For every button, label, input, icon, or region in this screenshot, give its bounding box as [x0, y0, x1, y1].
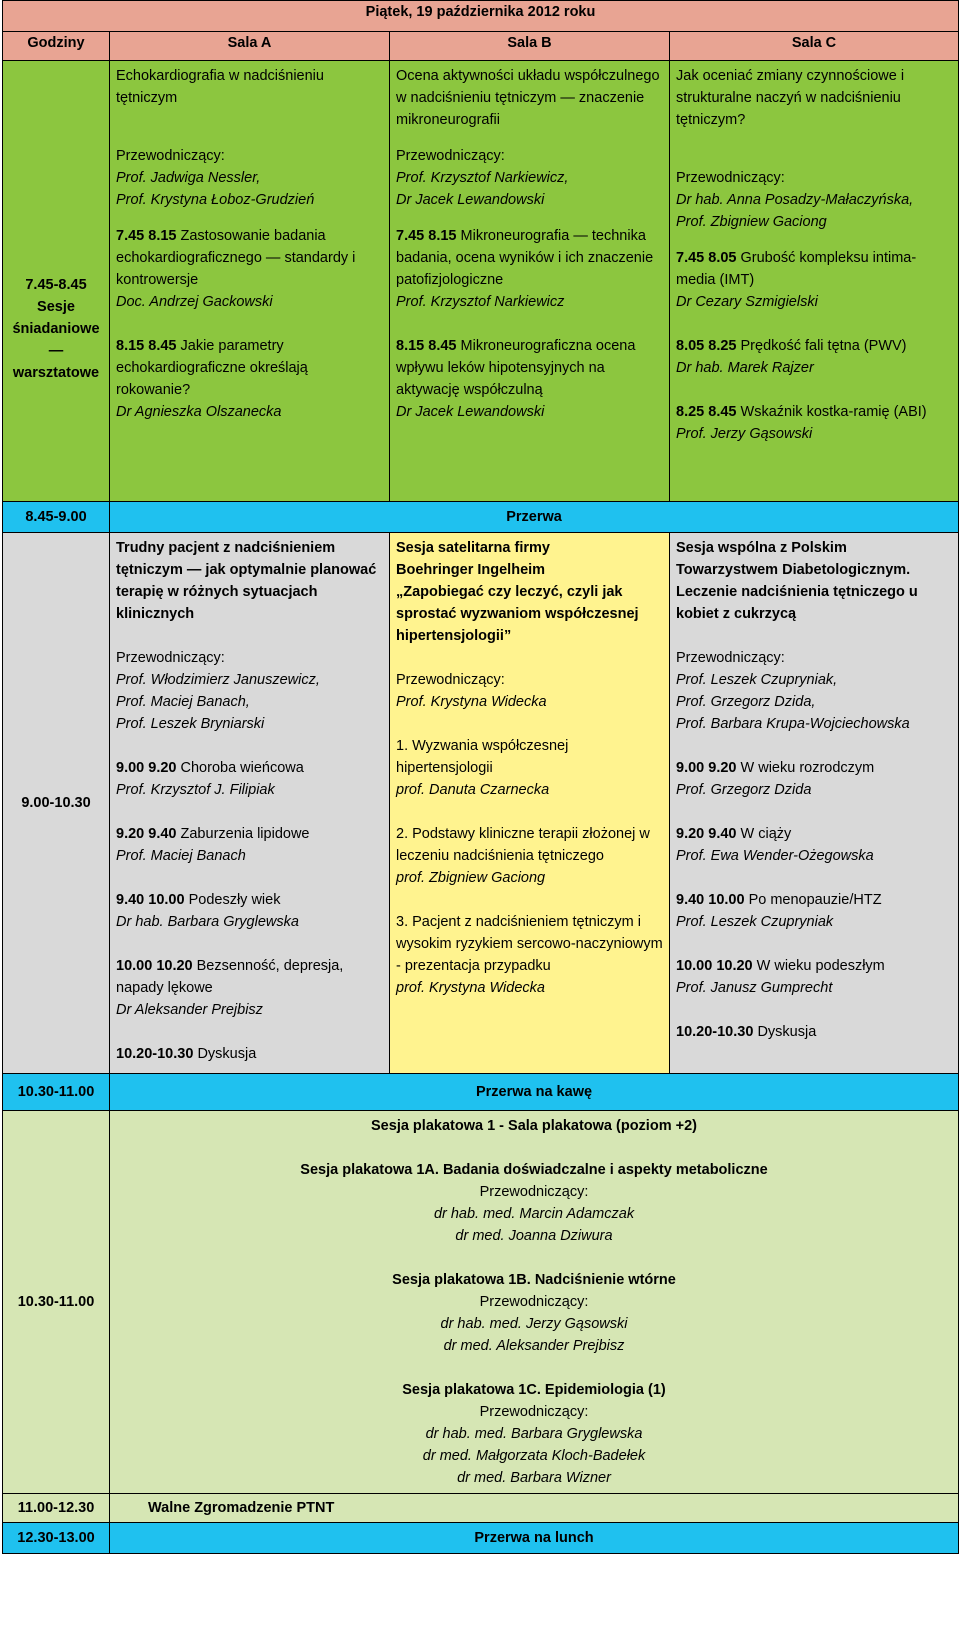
- talk-title: Dyskusja: [757, 1024, 817, 1040]
- talk-time: 10.20-10.30: [116, 1046, 194, 1062]
- chair-name: Prof. Jadwiga Nessler,: [116, 170, 261, 186]
- morning-sala-c: [670, 61, 959, 502]
- talk-speaker: prof. Krystyna Widecka: [396, 980, 545, 996]
- talk-speaker: Prof. Ewa Wender-Ożegowska: [676, 848, 874, 864]
- session-title: Sesja wspólna z Polskim Towarzystwem Diabetologicznym. Leczenie nadciśnienia tętniczego u kobiet z cukrzycą: [676, 540, 918, 622]
- talk-speaker: Dr Aleksander Prejbisz: [116, 1002, 263, 1018]
- assembly-time: 11.00-12.30: [3, 1494, 110, 1523]
- talk-time: 9.40 10.00: [676, 892, 745, 908]
- talk-title: Mikroneurograficzna ocena wpływu leków hipotensyjnych na aktywację współczulną: [396, 338, 636, 398]
- chair-name: Prof. Grzegorz Dzida,: [676, 694, 816, 710]
- session2-row: [3, 533, 959, 1074]
- poster-time: 10.30-11.00: [3, 1111, 110, 1494]
- talk-speaker: Dr hab. Barbara Gryglewska: [116, 914, 299, 930]
- morning-sala-a: [110, 61, 390, 502]
- morning-label-1: Sesje: [37, 298, 75, 315]
- poster-session-title: Sesja plakatowa 1B. Nadciśnienie wtórne: [392, 1272, 676, 1288]
- talk-speaker: Dr Agnieszka Olszanecka: [116, 404, 282, 420]
- talk-item: [116, 889, 383, 911]
- talk-time: 8.25 8.45: [676, 404, 737, 420]
- talk-title: 2. Podstawy kliniczne terapii złożonej w leczeniu nadciśnienia tętniczego: [396, 826, 650, 864]
- assembly-row: [3, 1494, 959, 1523]
- talk-title: Bezsenność, depresja, napady lękowe: [116, 958, 344, 996]
- talk-speaker: Prof. Jerzy Gąsowski: [676, 426, 813, 442]
- talk-item: [676, 955, 952, 977]
- poster-row: [3, 1111, 959, 1494]
- talk-speaker: Dr Cezary Szmigielski: [676, 294, 818, 310]
- talk-title: Prędkość fali tętna (PWV): [740, 338, 907, 354]
- poster-title: Sesja plakatowa 1 - Sala plakatowa (poziom +2): [371, 1118, 697, 1134]
- talk-title: Grubość kompleksu intima-media (IMT): [676, 250, 917, 288]
- chair-name: dr med. Aleksander Prejbisz: [443, 1338, 625, 1354]
- chair-name: dr med. Barbara Wizner: [457, 1470, 611, 1486]
- session2-sala-c: [670, 533, 959, 1074]
- chair-name: dr hab. med. Jerzy Gąsowski: [440, 1316, 628, 1332]
- talk-speaker: Prof. Maciej Banach: [116, 848, 246, 864]
- session2-time: 9.00-10.30: [3, 533, 110, 1074]
- talk-title: 1. Wyzwania współczesnej hipertensjologii: [396, 738, 569, 776]
- header-row: [3, 32, 959, 61]
- morning-time-cell: [3, 61, 110, 502]
- talk-item: [676, 401, 952, 423]
- talk-time: 10.00 10.20: [676, 958, 753, 974]
- chair-name: Prof. Krzysztof Narkiewicz,: [396, 170, 569, 186]
- talk-time: 8.15 8.45: [396, 338, 457, 354]
- talk-time: 9.00 9.20: [676, 760, 737, 776]
- talk-title: Choroba wieńcowa: [180, 760, 304, 776]
- chair-name: Prof. Leszek Czupryniak,: [676, 672, 838, 688]
- talk-title: W wieku rozrodczym: [740, 760, 875, 776]
- lunch-row: [3, 1523, 959, 1554]
- talk-speaker: Prof. Janusz Gumprecht: [676, 980, 833, 996]
- talk-speaker: Prof. Krzysztof J. Filipiak: [116, 782, 275, 798]
- poster-cell: [110, 1111, 959, 1494]
- talk-speaker: prof. Danuta Czarnecka: [396, 782, 550, 798]
- chair-name: dr med. Małgorzata Kloch-Badełek: [422, 1448, 646, 1464]
- coffee-break-row: [3, 1074, 959, 1111]
- talk-title: W wieku podeszłym: [756, 958, 885, 974]
- talk-time: 9.00 9.20: [116, 760, 177, 776]
- day-title: Piątek, 19 października 2012 roku: [3, 1, 959, 32]
- talk-title: Jakie parametry echokardiograficzne określają rokowanie?: [116, 338, 308, 398]
- header-sala-c: Sala C: [670, 32, 959, 61]
- chair-label: Przewodniczący:: [116, 650, 225, 666]
- talk-title: Podeszły wiek: [188, 892, 281, 908]
- chair-label: Przewodniczący:: [479, 1184, 589, 1200]
- assembly-cell: [110, 1494, 959, 1523]
- schedule-table: [2, 0, 959, 1554]
- chair-name: Dr Jacek Lewandowski: [396, 192, 545, 208]
- talk-time: 8.05 8.25: [676, 338, 737, 354]
- chair-name: Prof. Włodzimierz Januszewicz,: [116, 672, 320, 688]
- talk-time: 7.45 8.15: [396, 228, 457, 244]
- talk-item: [676, 335, 952, 357]
- talk-speaker: Doc. Andrzej Gackowski: [116, 294, 273, 310]
- talk-time: 7.45 8.15: [116, 228, 177, 244]
- talk-time: 9.40 10.00: [116, 892, 185, 908]
- talk-item: [396, 335, 663, 401]
- morning-label-3: —: [48, 342, 64, 359]
- talk-speaker: Dr Jacek Lewandowski: [396, 404, 545, 420]
- chair-name: Prof. Barbara Krupa-Wojciechowska: [676, 716, 910, 732]
- chair-label: Przewodniczący:: [396, 148, 505, 164]
- talk-time: 10.20-10.30: [676, 1024, 754, 1040]
- session-title: Sesja satelitarna firmy: [396, 540, 550, 556]
- talk-item: [116, 757, 383, 779]
- morning-row: [3, 61, 959, 502]
- talk-item: [396, 225, 663, 291]
- header-sala-b: Sala B: [390, 32, 670, 61]
- chair-label: Przewodniczący:: [396, 672, 505, 688]
- talk-speaker: Prof. Krzysztof Narkiewicz: [396, 294, 565, 310]
- talk-time: 7.45 8.05: [676, 250, 737, 266]
- chair-name: Prof. Zbigniew Gaciong: [676, 214, 827, 230]
- chair-name: Prof. Krystyna Widecka: [396, 694, 547, 710]
- session2-sala-b: [390, 533, 670, 1074]
- chair-name: Prof. Maciej Banach,: [116, 694, 250, 710]
- talk-item: [676, 757, 952, 779]
- header-sala-a: Sala A: [110, 32, 390, 61]
- chair-label: Przewodniczący:: [116, 148, 225, 164]
- session2-sala-a: [110, 533, 390, 1074]
- talk-title: Po menopauzie/HTZ: [748, 892, 882, 908]
- session-title: Jak oceniać zmiany czynnościowe i strukturalne naczyń w nadciśnieniu tętniczym?: [676, 68, 905, 128]
- talk-item: [116, 1043, 383, 1065]
- morning-time: 7.45-8.45: [25, 276, 87, 293]
- chair-name: Prof. Leszek Bryniarski: [116, 716, 265, 732]
- talk-item: [116, 823, 383, 845]
- header-hours: Godziny: [3, 32, 110, 61]
- lunch-time: 12.30-13.00: [3, 1523, 110, 1554]
- talk-title: 3. Pacjent z nadciśnieniem tętniczym i wysokim ryzykiem sercowo-naczyniowym - prezentacja przypadku: [396, 914, 663, 974]
- talk-title: Zaburzenia lipidowe: [180, 826, 310, 842]
- talk-item: [116, 955, 383, 999]
- chair-label: Przewodniczący:: [676, 170, 785, 186]
- chair-name: dr hab. med. Barbara Gryglewska: [425, 1426, 643, 1442]
- talk-time: 8.15 8.45: [116, 338, 177, 354]
- session-title: Trudny pacjent z nadciśnieniem tętniczym — jak optymalnie planować terapię w różnych sytuacjach klinicznych: [116, 540, 377, 622]
- talk-item: [116, 225, 383, 291]
- poster-session-title: Sesja plakatowa 1A. Badania doświadczalne i aspekty metaboliczne: [300, 1162, 768, 1178]
- talk-time: 9.20 9.40: [676, 826, 737, 842]
- session-sponsor: Boehringer Ingelheim: [396, 562, 546, 578]
- talk-speaker: Dr hab. Marek Rajzer: [676, 360, 814, 376]
- session-title: Ocena aktywności układu współczulnego w nadciśnieniu tętniczym — znaczenie mikroneurografii: [396, 68, 660, 128]
- talk-speaker: Prof. Grzegorz Dzida: [676, 782, 812, 798]
- schedule-page: [2, 0, 958, 1554]
- morning-label-2: śniadaniowe: [12, 320, 100, 337]
- session-title: Echokardiografia w nadciśnieniu tętniczym: [116, 68, 324, 106]
- break-label: Przerwa: [110, 502, 959, 533]
- talk-title: Zastosowanie badania echokardiograficznego — standardy i kontrowersje: [116, 228, 356, 288]
- chair-name: Prof. Krystyna Łoboz-Grudzień: [116, 192, 315, 208]
- talk-time: 9.20 9.40: [116, 826, 177, 842]
- chair-name: Dr hab. Anna Posadzy-Małaczyńska,: [676, 192, 914, 208]
- chair-name: dr med. Joanna Dziwura: [455, 1228, 613, 1244]
- morning-label-4: warsztatowe: [12, 364, 100, 381]
- talk-speaker: prof. Zbigniew Gaciong: [396, 870, 546, 886]
- coffee-break-label: Przerwa na kawę: [110, 1074, 959, 1111]
- talk-item: [676, 1021, 952, 1043]
- break-time: 8.45-9.00: [3, 502, 110, 533]
- talk-item: [116, 335, 383, 401]
- chair-label: Przewodniczący:: [676, 650, 785, 666]
- lunch-label: Przerwa na lunch: [110, 1523, 959, 1554]
- talk-title: Dyskusja: [197, 1046, 257, 1062]
- poster-session-title: Sesja plakatowa 1C. Epidemiologia (1): [402, 1382, 666, 1398]
- talk-time: 10.00 10.20: [116, 958, 193, 974]
- talk-title: Mikroneurografia — technika badania, ocena wyników i ich znaczenie patofizjologiczne: [396, 228, 654, 288]
- chair-label: Przewodniczący:: [479, 1404, 589, 1420]
- coffee-break-time: 10.30-11.00: [3, 1074, 110, 1111]
- talk-item: [676, 889, 952, 911]
- talk-title: W ciąży: [740, 826, 792, 842]
- talk-item: [676, 247, 952, 291]
- break-row: [3, 502, 959, 533]
- session-subtitle: „Zapobiegać czy leczyć, czyli jak sprostać wyzwaniom współczesnej hipertensjologii”: [396, 584, 639, 644]
- chair-name: dr hab. med. Marcin Adamczak: [433, 1206, 635, 1222]
- assembly-label: Walne Zgromadzenie PTNT: [148, 1500, 335, 1516]
- talk-title: Wskaźnik kostka-ramię (ABI): [740, 404, 927, 420]
- morning-sala-b: [390, 61, 670, 502]
- talk-speaker: Prof. Leszek Czupryniak: [676, 914, 834, 930]
- chair-label: Przewodniczący:: [479, 1294, 589, 1310]
- talk-item: [676, 823, 952, 845]
